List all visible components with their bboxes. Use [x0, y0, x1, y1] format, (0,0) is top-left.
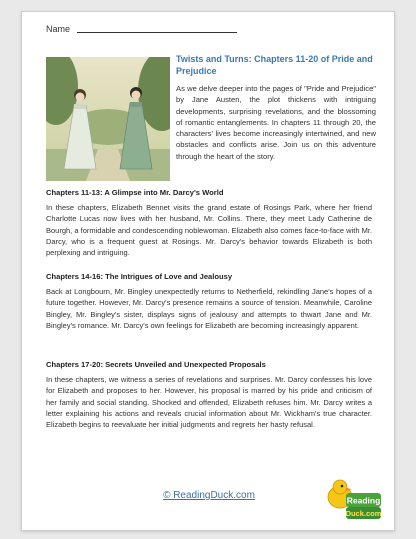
story-illustration	[46, 57, 170, 181]
name-blank-line[interactable]	[77, 32, 237, 33]
duck-logo-icon	[322, 477, 382, 523]
article-intro: As we delve deeper into the pages of "Pride and Prejudice" by Jane Austen, the plot thickens with intriguing developments, surprising revelations, and the blossoming of romantic entanglements. In chapters 11 through 20, the characters' lives become increasingly intertwined, and new obstacles and conflicts arise. Join us on this adventure through the heart of the story.	[176, 84, 376, 161]
section-body: In these chapters, Elizabeth Bennet visits the grand estate of Rosings Park, where her friend Charlotte Lucas now lives with her husband, Mr. Collins. There, they meet Lady Catherine de Bourgh, a formidable and condescending noblewoman. Elizabeth also comes face-to-face with Mr. Darcy, who is a frequent guest at Rosings. Mr. Darcy's behavior towards Elizabeth is both perplexing and intriguing.	[46, 203, 373, 258]
section-heading: Chapters 14-16: The Intrigues of Love and Jealousy	[46, 272, 233, 281]
article-title: Twists and Turns: Chapters 11-20 of Pride and Prejudice	[176, 54, 373, 76]
reading-duck-logo	[322, 477, 382, 523]
section-body: Back at Longbourn, Mr. Bingley unexpectedly returns to Netherfield, rekindling Jane's hopes of a future together. However, Mr. Darcy's presence remains a source of tension. Meanwhile, Caroline Bingley, Mr. Bingley's sister, displays signs of jealousy and attempts to thwart Jane and Mr. Bingley's romance. Mr. Darcy's own feelings for Elizabeth are becoming increasingly apparent.	[46, 287, 372, 330]
name-field-row	[46, 24, 237, 34]
section-chapters-17-20	[46, 360, 372, 430]
section-heading: Chapters 11-13: A Glimpse into Mr. Darcy's World	[46, 188, 224, 197]
logo-text-reading: Reading	[346, 495, 381, 506]
copyright-link[interactable]: © ReadingDuck.com	[163, 490, 255, 501]
section-body: In these chapters, we witness a series of revelations and surprises. Mr. Darcy confesses his love for Elizabeth and proposes to her. However, his proposal is marred by his pride and criticism of her family and social standing. Shocked and offended, Elizabeth refuses him. Mr. Darcy writes a letter explaining his actions and reveals crucial information about Mr. Wickham's true character. Elizabeth begins to reevaluate her initial judgments and regrets her hasty refusal.	[46, 375, 372, 430]
section-heading: Chapters 17-20: Secrets Unveiled and Unexpected Proposals	[46, 360, 266, 369]
section-chapters-11-13	[46, 188, 372, 258]
section-chapters-14-16	[46, 272, 372, 331]
elizabeth-darcy-illustration	[46, 57, 170, 181]
name-label: Name	[46, 24, 71, 34]
logo-text-duck: Duck.com	[345, 509, 382, 518]
worksheet-page	[21, 11, 395, 531]
